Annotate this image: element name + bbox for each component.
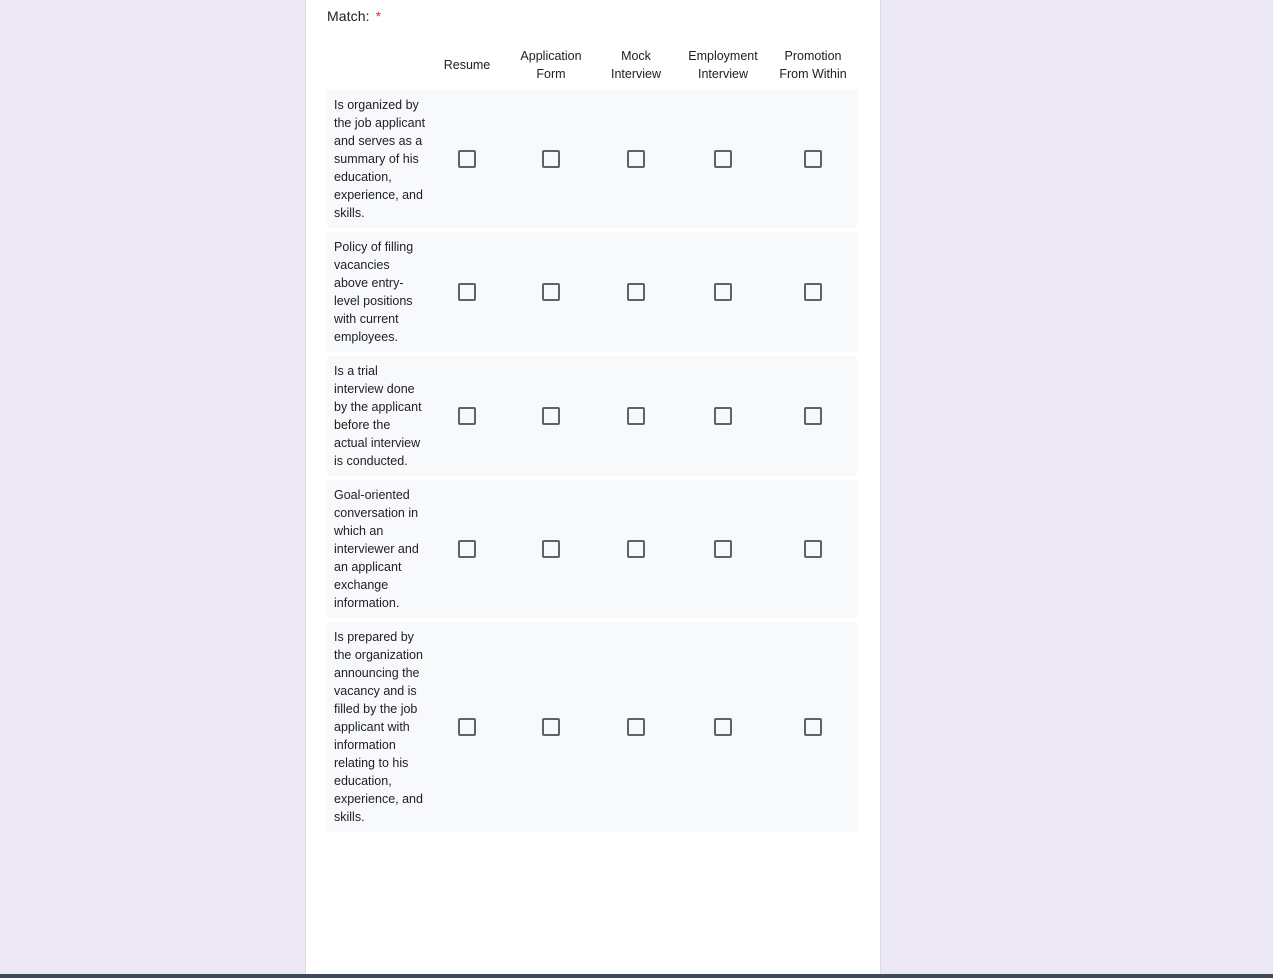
grid-cell <box>595 540 677 558</box>
grid-cell <box>507 283 595 301</box>
grid-cell <box>769 150 857 168</box>
grid-cell <box>769 283 857 301</box>
column-header-application-form: Application Form <box>520 49 582 81</box>
checkbox-grid <box>327 44 857 832</box>
checkbox-promotion-from-within[interactable] <box>804 407 822 425</box>
checkbox-employment-interview[interactable] <box>714 718 732 736</box>
grid-row <box>327 622 857 832</box>
grid-cell <box>677 407 769 425</box>
checkbox-employment-interview[interactable] <box>714 283 732 301</box>
question-title <box>327 8 381 24</box>
checkbox-resume[interactable] <box>458 283 476 301</box>
checkbox-promotion-from-within[interactable] <box>804 150 822 168</box>
checkbox-resume[interactable] <box>458 540 476 558</box>
bottom-bar <box>0 974 1273 978</box>
checkbox-mock-interview[interactable] <box>627 283 645 301</box>
checkbox-mock-interview[interactable] <box>627 150 645 168</box>
checkbox-resume[interactable] <box>458 718 476 736</box>
checkbox-application-form[interactable] <box>542 407 560 425</box>
column-header-resume: Resume <box>443 58 491 72</box>
checkbox-mock-interview[interactable] <box>627 718 645 736</box>
checkbox-mock-interview[interactable] <box>627 540 645 558</box>
grid-cell <box>595 283 677 301</box>
checkbox-application-form[interactable] <box>542 718 560 736</box>
checkbox-promotion-from-within[interactable] <box>804 718 822 736</box>
checkbox-promotion-from-within[interactable] <box>804 540 822 558</box>
grid-cell <box>427 407 507 425</box>
row-label: Policy of filling vacancies above entry-level positions with current employees. <box>334 240 414 344</box>
grid-cell <box>507 407 595 425</box>
column-header-mock-interview: Mock Interview <box>610 49 662 81</box>
grid-cell <box>595 150 677 168</box>
checkbox-resume[interactable] <box>458 150 476 168</box>
grid-cell <box>595 718 677 736</box>
grid-cell <box>507 718 595 736</box>
row-label: Is prepared by the organization announcing the vacancy and is filled by the job applicant with information relating to his education, experience, and skills. <box>334 630 423 824</box>
grid-cell <box>427 718 507 736</box>
checkbox-mock-interview[interactable] <box>627 407 645 425</box>
column-header-promotion-from-within: Promotion From Within <box>779 49 847 81</box>
checkbox-employment-interview[interactable] <box>714 540 732 558</box>
checkbox-application-form[interactable] <box>542 540 560 558</box>
grid-cell <box>769 718 857 736</box>
grid-cell <box>769 407 857 425</box>
grid-row <box>327 480 857 618</box>
grid-row <box>327 90 857 228</box>
grid-cell <box>507 540 595 558</box>
grid-cell <box>507 150 595 168</box>
grid-cell <box>595 407 677 425</box>
grid-cell <box>677 718 769 736</box>
column-header-employment-interview: Employment Interview <box>688 49 758 81</box>
grid-cell <box>427 540 507 558</box>
row-label: Is a trial interview done by the applicant before the actual interview is conducted. <box>334 364 422 468</box>
grid-cell <box>677 540 769 558</box>
grid-header-row <box>327 44 857 86</box>
checkbox-employment-interview[interactable] <box>714 150 732 168</box>
question-title-text: Match: <box>327 8 370 24</box>
question-card <box>305 0 881 975</box>
checkbox-application-form[interactable] <box>542 283 560 301</box>
row-label: Goal-oriented conversation in which an interviewer and an applicant exchange information. <box>334 488 419 610</box>
checkbox-application-form[interactable] <box>542 150 560 168</box>
grid-cell <box>427 283 507 301</box>
row-label: Is organized by the job applicant and serves as a summary of his education, experience, and skills. <box>334 98 426 220</box>
checkbox-employment-interview[interactable] <box>714 407 732 425</box>
grid-cell <box>769 540 857 558</box>
checkbox-resume[interactable] <box>458 407 476 425</box>
grid-row <box>327 232 857 352</box>
grid-cell <box>677 283 769 301</box>
required-asterisk: * <box>375 8 382 24</box>
checkbox-promotion-from-within[interactable] <box>804 283 822 301</box>
grid-row <box>327 356 857 476</box>
grid-cell <box>677 150 769 168</box>
grid-cell <box>427 150 507 168</box>
